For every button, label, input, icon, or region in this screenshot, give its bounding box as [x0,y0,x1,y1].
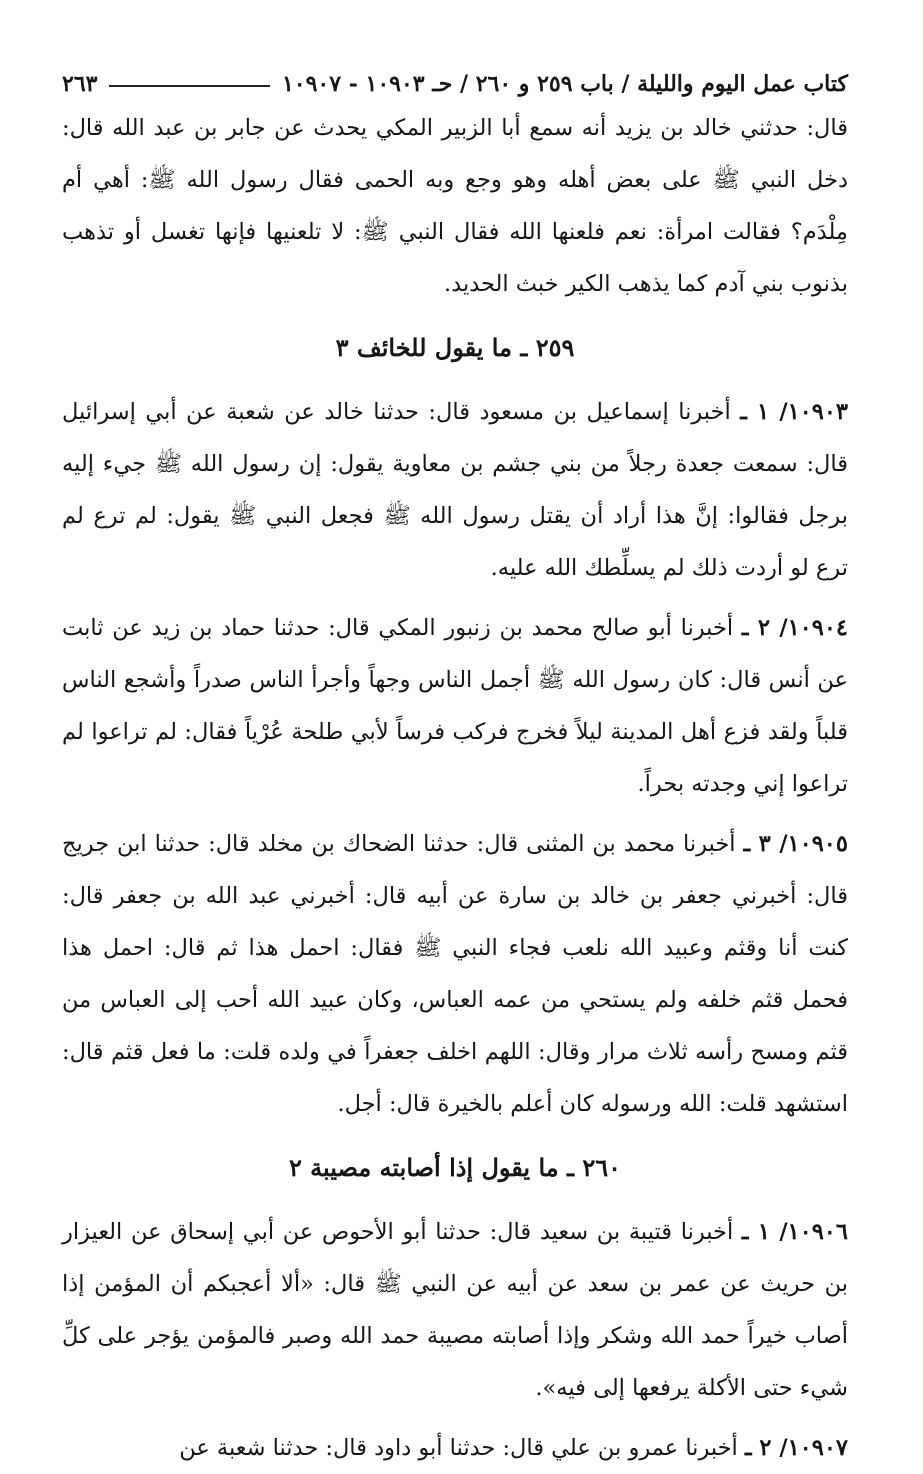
chapter-heading-260: ٢٦٠ ـ ما يقول إذا أصابته مصيبة ٢ [288,1153,622,1182]
hadith-text: أخبرنا أبو صالح محمد بن زنبور المكي قال: حدثنا حماد بن زيد عن ثابت عن أنس قال: كان رسول الله ﷺ أجمل الناس وجهاً وأجرأ الناس صدراً وأشجع الناس قلباً ولقد فزع أهل المدينة ليلاً فخرج فركب فرساً لأبي طلحة عُرْياً فقال: لم تراعوا لم تراعوا إني وجدته بحراً. [62,615,848,797]
hadith-entry [62,1422,848,1474]
hadith-text: أخبرنا عمرو بن علي قال: حدثنا أبو داود قال: حدثنا شعبة عن [179,1435,738,1461]
hadith-number: ١٠٩٠٧/ ٢ ـ [744,1435,848,1461]
header-title: كتاب عمل اليوم والليلة / باب ٢٥٩ و ٢٦٠ / حـ ١٠٩٠٣ - ١٠٩٠٧ [281,71,848,97]
hadith-entry [62,602,848,810]
hadith-entry [62,818,848,1130]
book-page [62,66,848,1474]
hadith-number: ١٠٩٠٣/ ١ ـ [740,399,848,425]
header-rule [109,85,270,87]
hadith-entry [62,1206,848,1414]
hadith-number: ١٠٩٠٥/ ٣ ـ [743,831,848,857]
hadith-text: أخبرنا محمد بن المثنى قال: حدثنا الضحاك بن مخلد قال: حدثنا ابن جريج قال: أخبرني جعفر بن خالد بن سارة عن أبيه قال: أخبرني عبد الله بن جعفر قال: كنت أنا وقثم وعبيد الله نلعب فجاء النبي ﷺ فقال: احمل هذا ثم قال: احمل هذا فحمل قثم خلفه ولم يستحي من عمه العباس، وكان عبيد الله أحب إلى العباس من قثم ومسح رأسه ثلاث مرار وقال: اللهم اخلف جعفراً في ولده قلت: ما فعل قثم قال: استشهد قلت: الله ورسوله كان أعلم بالخيرة قال: أجل. [62,831,848,1117]
hadith-entry [62,386,848,594]
chapter-heading-259: ٢٥٩ ـ ما يقول للخائف ٣ [335,333,575,362]
intro-paragraph: قال: حدثني خالد بن يزيد أنه سمع أبا الزبير المكي يحدث عن جابر بن عبد الله قال: دخل النبي ﷺ على بعض أهله وهو وجع وبه الحمى فقال رسول الله ﷺ: أهي أم مِلْدَم؟ فقالت امرأة: نعم فلعنها الله فقال النبي ﷺ: لا تلعنيها فإنها تغسل أو تذهب بذنوب بني آدم كما يذهب الكير خبث الحديد. [62,115,848,297]
hadith-text: أخبرنا قتيبة بن سعيد قال: حدثنا أبو الأحوص عن أبي إسحاق عن العيزار بن حريث عن عمر بن سعد عن أبيه عن النبي ﷺ قال: «ألا أعجبكم أن المؤمن إذا أصاب خيراً حمد الله وشكر وإذا أصابته مصيبة حمد الله وصبر فالمؤمن يؤجر على كلِّ شيء حتى الأكلة يرفعها إلى فيه». [62,1219,848,1401]
running-header [62,66,848,102]
page-number: ٢٦٣ [62,71,98,97]
hadith-number: ١٠٩٠٤/ ٢ ـ [741,615,848,641]
hadith-number: ١٠٩٠٦/ ١ ـ [741,1219,848,1245]
hadith-text: أخبرنا إسماعيل بن مسعود قال: حدثنا خالد عن شعبة عن أبي إسرائيل قال: سمعت جعدة رجلاً من بني جشم بن معاوية يقول: إن رسول الله ﷺ جيء إليه برجل فقالوا: إنَّ هذا أراد أن يقتل رسول الله ﷺ فجعل النبي ﷺ يقول: لم ترع لم ترع لو أردت ذلك لم يسلِّطك الله عليه. [62,399,848,581]
